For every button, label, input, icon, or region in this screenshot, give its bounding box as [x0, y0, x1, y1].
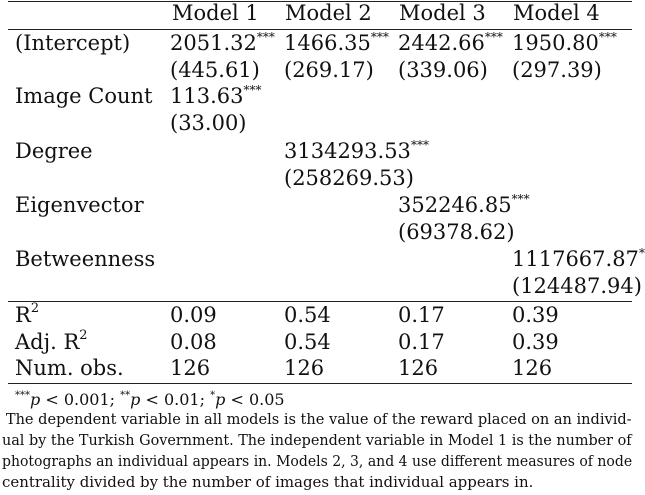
header-rule: [8, 29, 632, 30]
coef-eigenvector-m3: 352246.85***: [398, 192, 530, 217]
significance-note: ***p < 0.001; **p < 0.01; *p < 0.05: [15, 390, 285, 409]
se-intercept-m2: (269.17): [284, 58, 374, 82]
adj-r2-m3: 0.17: [398, 330, 445, 354]
row-label-intercept: (Intercept): [15, 31, 131, 55]
caption-line: centrality divided by the number of images that individual appears in.: [2, 473, 534, 491]
coef-intercept-m2: 1466.35***: [284, 30, 389, 55]
coef-degree-m2: 3134293.53***: [284, 138, 429, 163]
row-label-num-obs: Num. obs.: [15, 356, 124, 380]
caption-line: The dependent variable in all models is the value of the reward placed on an individ-: [5, 410, 632, 428]
se-betweenness-m4: (124487.94): [512, 274, 642, 298]
caption-line: photographs an individual appears in. Models 2, 3, and 4 use different measures of node: [2, 452, 633, 470]
se-image-count-m1: (33.00): [170, 111, 247, 135]
header-model-2: Model 2: [285, 1, 372, 25]
coef-intercept-m1: 2051.32***: [170, 30, 275, 55]
r2-m4: 0.39: [512, 303, 559, 327]
row-label-image-count: Image Count: [15, 84, 153, 108]
header-model-3: Model 3: [399, 1, 486, 25]
stats-rule: [8, 301, 632, 302]
se-intercept-m3: (339.06): [398, 58, 488, 82]
num-obs-m3: 126: [398, 356, 439, 380]
se-degree-m2: (258269.53): [284, 166, 414, 190]
row-label-betweenness: Betweenness: [15, 247, 156, 271]
num-obs-m1: 126: [170, 356, 211, 380]
table-caption: [2, 409, 634, 493]
se-eigenvector-m3: (69378.62): [398, 220, 515, 244]
caption-line: ual by the Turkish Government. The independent variable in Model 1 is the number of: [2, 431, 632, 449]
se-intercept-m1: (445.61): [170, 58, 260, 82]
row-label-r2: $R^2$: [15, 301, 40, 327]
row-label-eigenvector: Eigenvector: [15, 193, 144, 217]
coef-image-count-m1: 113.63***: [170, 83, 262, 108]
coef-intercept-m4: 1950.80***: [512, 30, 617, 55]
num-obs-m2: 126: [284, 356, 325, 380]
coef-betweenness-m4: 1117667.87*: [512, 246, 645, 271]
row-label-adj-r2: Adj. $R^2$: [15, 328, 88, 354]
row-label-degree: Degree: [15, 139, 93, 163]
r2-m3: 0.17: [398, 303, 445, 327]
r2-m1: 0.09: [170, 303, 217, 327]
header-model-1: Model 1: [172, 1, 259, 25]
adj-r2-m2: 0.54: [284, 330, 331, 354]
r2-m2: 0.54: [284, 303, 331, 327]
se-intercept-m4: (297.39): [512, 58, 602, 82]
adj-r2-m4: 0.39: [512, 330, 559, 354]
adj-r2-m1: 0.08: [170, 330, 217, 354]
coef-intercept-m3: 2442.66***: [398, 30, 503, 55]
bottom-rule: [8, 383, 632, 384]
header-model-4: Model 4: [513, 1, 600, 25]
num-obs-m4: 126: [512, 356, 553, 380]
